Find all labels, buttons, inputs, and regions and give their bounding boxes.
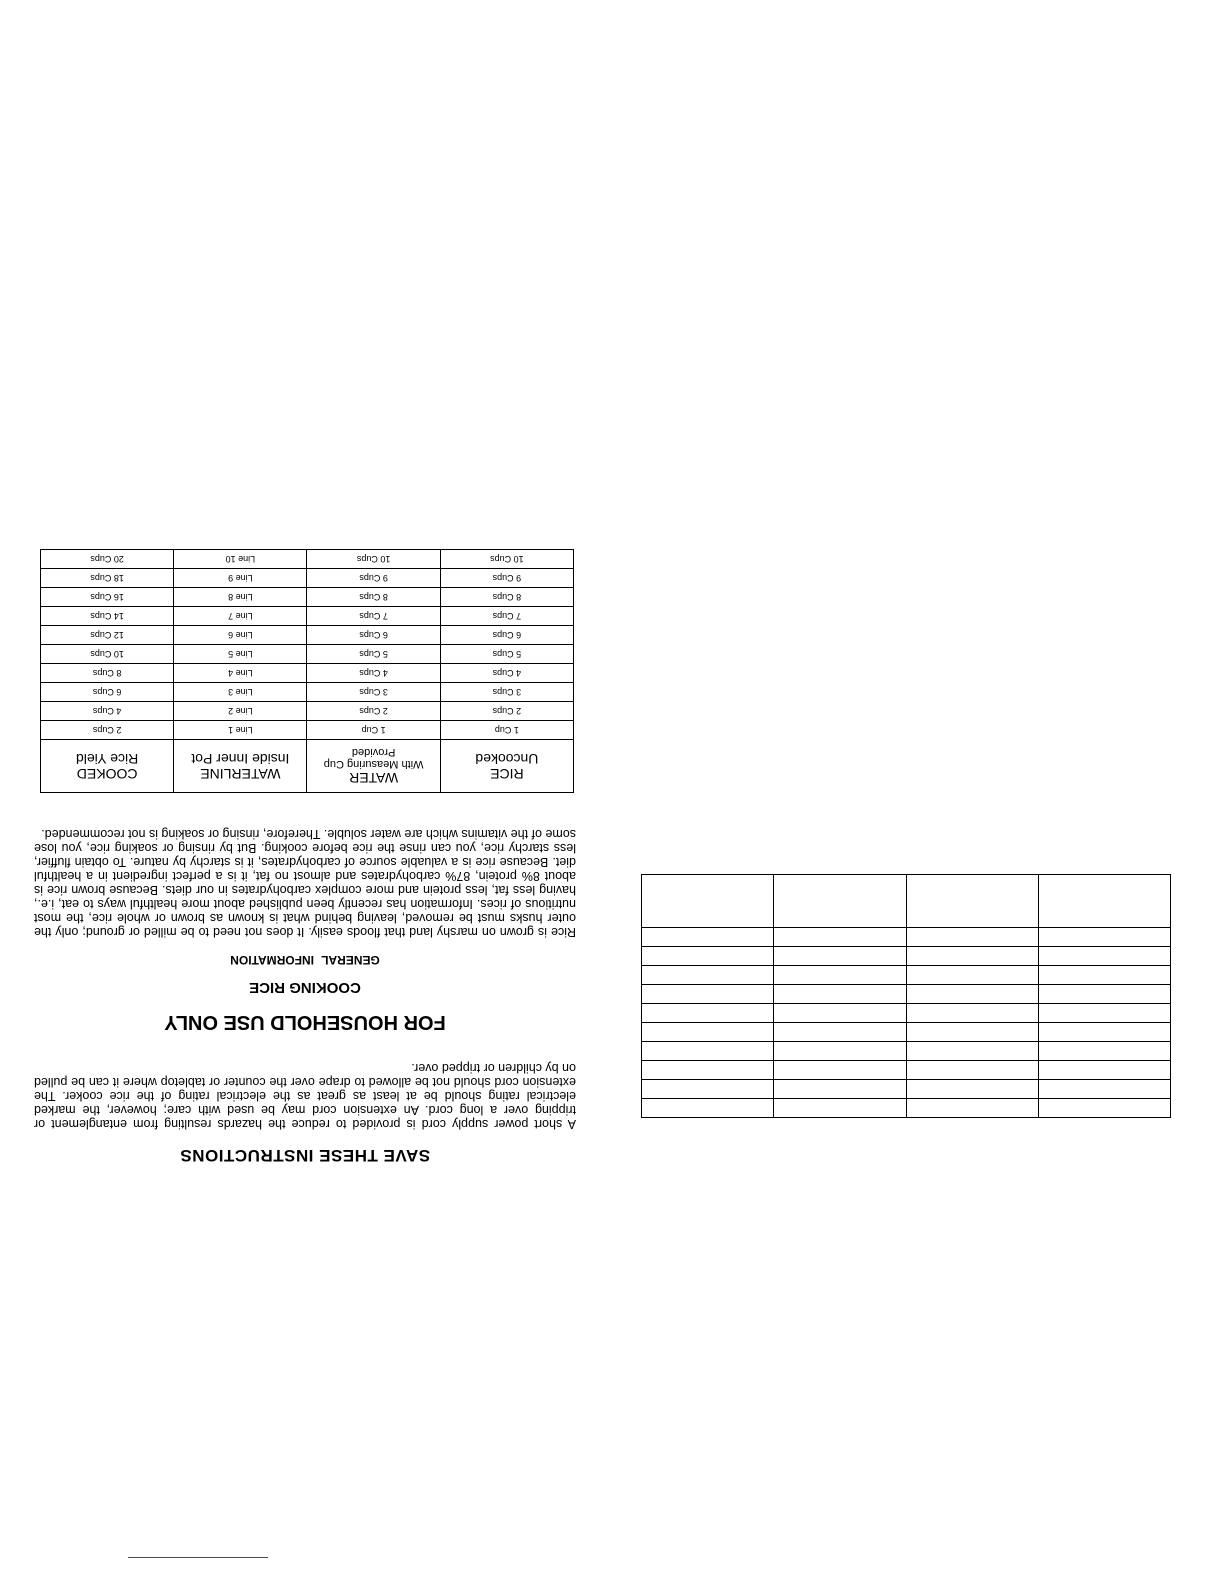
empty-row: [642, 985, 1171, 1004]
empty-row: [642, 1042, 1171, 1061]
table-row: [41, 607, 574, 626]
table-cell: Line 10: [174, 550, 307, 569]
table-cell: 3 Cups: [440, 683, 573, 702]
empty-cell: [642, 985, 774, 1004]
table-cell: Line 8: [174, 588, 307, 607]
table-cell: 9 Cups: [440, 569, 573, 588]
save-instructions-heading: SAVE THESE INSTRUCTIONS: [179, 1146, 431, 1165]
empty-cell: [774, 947, 906, 966]
empty-cell: [642, 1004, 774, 1023]
empty-row: [642, 947, 1171, 966]
extension-cord-paragraph: A short power supply cord is provided to reduce the hazards resulting from entanglement or tripping over a long cord. An extension cord may be used with care; however, the marked electrical rating should be at least as great as the electrical rating of the rice cooker. The extension cord should not be allowed to drape over the counter or tabletop where it can be pulled on by children or tripped over.: [34, 1061, 576, 1131]
table-row: [41, 588, 574, 607]
header-title: RICE: [490, 766, 524, 782]
empty-header-row: [642, 875, 1171, 928]
general-information-heading: GENERAL INFORMATION: [230, 953, 380, 967]
table-cell: 2 Cups: [41, 721, 174, 740]
empty-cell: [642, 1042, 774, 1061]
table-row: [41, 702, 574, 721]
table-cell: 18 Cups: [41, 569, 174, 588]
table-cell: 4 Cups: [307, 664, 440, 683]
empty-cell: [642, 947, 774, 966]
table-cell: 2 Cups: [307, 702, 440, 721]
header-water: [307, 740, 440, 793]
link-underline: [128, 1557, 268, 1558]
empty-cell: [1038, 1042, 1170, 1061]
empty-cell: [774, 1023, 906, 1042]
header-subtitle: With Measuring Cup Provided: [323, 746, 424, 771]
empty-cell: [906, 1023, 1038, 1042]
empty-cell: [774, 928, 906, 947]
empty-cell: [774, 1061, 906, 1080]
table-cell: 5 Cups: [307, 645, 440, 664]
table-cell: 3 Cups: [307, 683, 440, 702]
table-cell: 8 Cups: [307, 588, 440, 607]
table-row: [41, 569, 574, 588]
empty-header-cell: [774, 875, 906, 928]
empty-rice-table-grid: [641, 874, 1171, 1118]
table-cell: 8 Cups: [440, 588, 573, 607]
empty-row: [642, 966, 1171, 985]
header-subtitle: Inside Inner Pot: [191, 751, 290, 767]
empty-cell: [1038, 966, 1170, 985]
table-cell: 7 Cups: [307, 607, 440, 626]
empty-header-cell: [1038, 875, 1170, 928]
table-cell: 12 Cups: [41, 626, 174, 645]
cooking-rice-heading: COOKING RICE: [249, 979, 361, 996]
table-row: [41, 721, 574, 740]
empty-cell: [642, 1061, 774, 1080]
empty-cell: [1038, 985, 1170, 1004]
table-cell: 6 Cups: [307, 626, 440, 645]
table-cell: 4 Cups: [440, 664, 573, 683]
table-cell: 1 Cup: [440, 721, 573, 740]
header-waterline: [174, 740, 307, 793]
table-cell: 10 Cups: [440, 550, 573, 569]
header-title: COOKED: [76, 766, 138, 782]
table-cell: Line 6: [174, 626, 307, 645]
empty-cell: [906, 1080, 1038, 1099]
empty-cell: [774, 1004, 906, 1023]
table-cell: 9 Cups: [307, 569, 440, 588]
table-cell: 20 Cups: [41, 550, 174, 569]
table-row: [41, 626, 574, 645]
empty-cell: [774, 966, 906, 985]
header-subtitle: Rice Yield: [76, 751, 139, 767]
table-row: [41, 683, 574, 702]
table-cell: 10 Cups: [307, 550, 440, 569]
empty-cell: [906, 1042, 1038, 1061]
table-row: [41, 645, 574, 664]
household-use-heading: FOR HOUSEHOLD USE ONLY: [164, 1011, 446, 1033]
empty-header-cell: [642, 875, 774, 928]
rice-cooking-table: [40, 549, 574, 793]
empty-cell: [906, 1004, 1038, 1023]
empty-cell: [774, 1042, 906, 1061]
table-cell: Line 7: [174, 607, 307, 626]
empty-header-cell: [906, 875, 1038, 928]
table-cell: Line 1: [174, 721, 307, 740]
table-cell: 6 Cups: [440, 626, 573, 645]
empty-cell: [1038, 1004, 1170, 1023]
empty-cell: [774, 1080, 906, 1099]
table-cell: Line 4: [174, 664, 307, 683]
table-cell: Line 9: [174, 569, 307, 588]
empty-cell: [906, 928, 1038, 947]
header-title: WATER: [349, 770, 399, 787]
inverted-instructions-page: [20, 485, 590, 1165]
general-information-paragraph: Rice is grown on marshy land that floods easily. It does not need to be milled or ground; only the outer husks must be removed, leaving behind what is known as brown or whole rice, the most nutritious of rices. Information has recently been published about more healthful ways to eat, i.e., having less fat, less protein and more complex carbohydrates in our diets. Because brown rice is about 8% protein, 87% carbohydrates and almost no fat, it is a perfect ingredient in a healthful diet. Because rice is a valuable source of carbohydrates, it is starchy by nature. To obtain fluffier, less starchy rice, you can rinse the rice before cooking. But by rinsing or soaking rice, you lose some of the vitamins which are water soluble. Therefore, rinsing or soaking is not recommended.: [34, 827, 576, 939]
table-cell: 8 Cups: [41, 664, 174, 683]
header-subtitle: Uncooked: [475, 751, 539, 767]
header-title: WATERLINE: [200, 766, 281, 782]
table-cell: 1 Cup: [307, 721, 440, 740]
empty-row: [642, 1061, 1171, 1080]
empty-cell: [1038, 1061, 1170, 1080]
table-cell: 4 Cups: [41, 702, 174, 721]
empty-cell: [642, 966, 774, 985]
empty-cell: [1038, 1099, 1170, 1118]
table-cell: 7 Cups: [440, 607, 573, 626]
empty-row: [642, 928, 1171, 947]
empty-row: [642, 1004, 1171, 1023]
table-header-row: [41, 740, 574, 793]
empty-cell: [642, 1080, 774, 1099]
empty-cell: [906, 1099, 1038, 1118]
table-cell: Line 3: [174, 683, 307, 702]
empty-cell: [1038, 928, 1170, 947]
empty-row: [642, 1099, 1171, 1118]
table-cell: 14 Cups: [41, 607, 174, 626]
empty-cell: [774, 1099, 906, 1118]
empty-cell: [1038, 1080, 1170, 1099]
empty-cell: [1038, 1023, 1170, 1042]
empty-cell: [1038, 947, 1170, 966]
header-cooked: [41, 740, 174, 793]
table-cell: 16 Cups: [41, 588, 174, 607]
empty-cell: [774, 985, 906, 1004]
table-cell: Line 5: [174, 645, 307, 664]
empty-cell: [906, 985, 1038, 1004]
table-row: [41, 550, 574, 569]
empty-cell: [642, 1023, 774, 1042]
empty-row: [642, 1023, 1171, 1042]
table-row: [41, 664, 574, 683]
empty-cell: [906, 1061, 1038, 1080]
empty-cell: [906, 947, 1038, 966]
header-rice: [440, 740, 573, 793]
table-cell: Line 2: [174, 702, 307, 721]
table-cell: 5 Cups: [440, 645, 573, 664]
table-cell: 10 Cups: [41, 645, 174, 664]
empty-row: [642, 1080, 1171, 1099]
empty-cell: [906, 966, 1038, 985]
table-cell: 2 Cups: [440, 702, 573, 721]
table-cell: 6 Cups: [41, 683, 174, 702]
empty-cell: [642, 928, 774, 947]
empty-cell: [642, 1099, 774, 1118]
